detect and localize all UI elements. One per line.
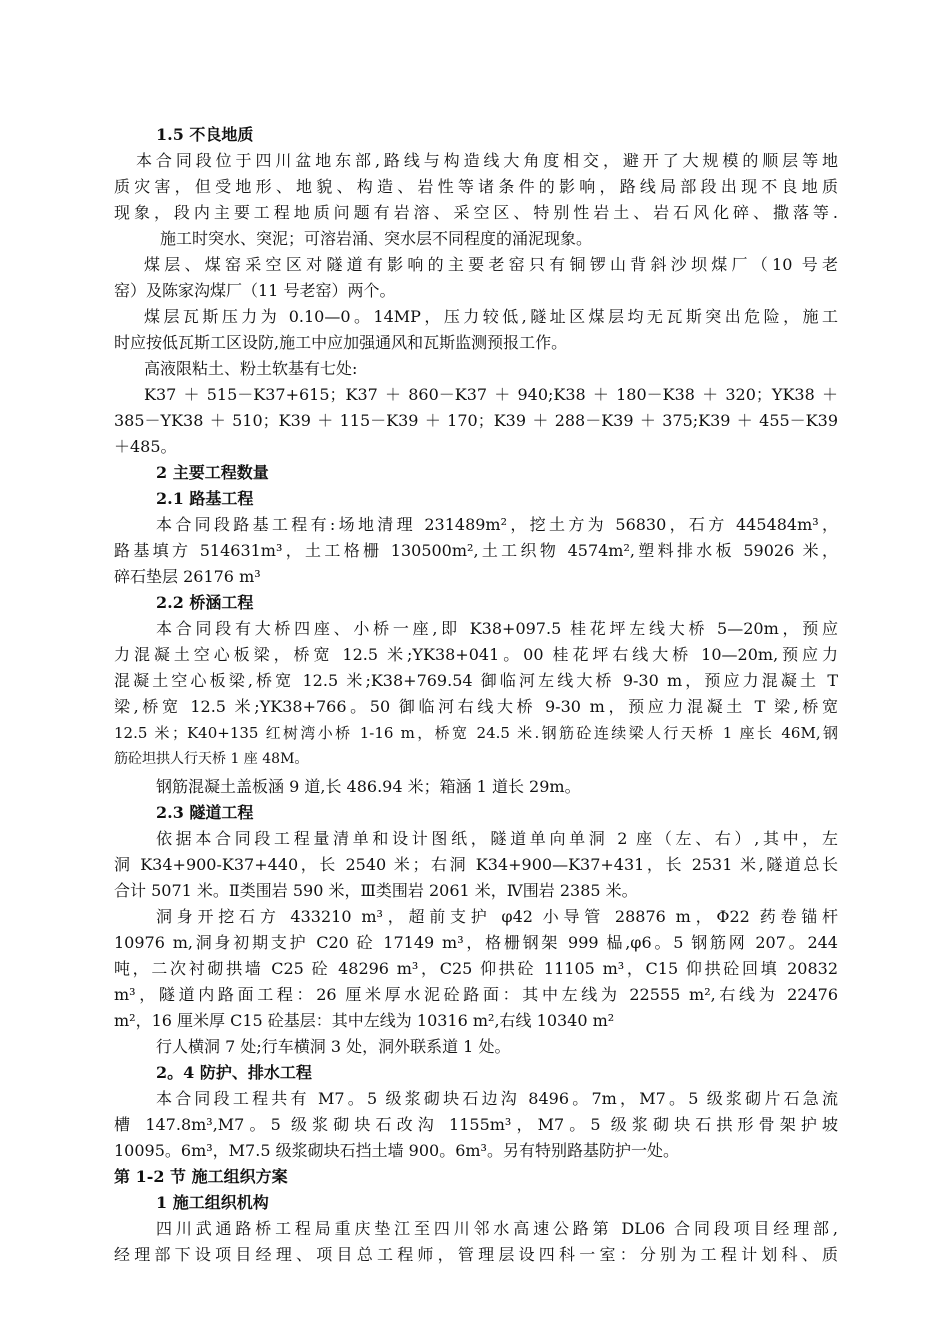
heading-2-2: 2.2 桥涵工程 — [156, 593, 254, 612]
paragraph-line: 煤层瓦斯压力为 0.10—0。14MP，压力较低,隧址区煤层均无瓦斯突出危险，施工 — [144, 307, 838, 326]
paragraph-line: K37＋515－K37+615；K37＋860－K37＋940;K38＋180－K38＋320；YK38＋ — [144, 385, 838, 404]
paragraph-line: 时应按低瓦斯工区设防,施工中应加强通风和瓦斯监测预报工作。 — [114, 333, 568, 352]
paragraph-line: m³，隧道内路面工程：26 厘米厚水泥砼路面：其中左线为 22555 m²,右线为 22476 — [114, 985, 838, 1004]
heading-1-5: 1.5 不良地质 — [156, 125, 254, 144]
paragraph-line: 质灾害，但受地形、地貌、构造、岩性等诸条件的影响，路线局部段出现不良地质 — [114, 177, 838, 196]
heading-2-4: 2。4 防护、排水工程 — [156, 1063, 312, 1082]
heading-2-3: 2.3 隧道工程 — [156, 803, 254, 822]
paragraph-line: 钢筋混凝土盖板涵 9 道,长 486.94 米；箱涵 1 道长 29m。 — [156, 777, 581, 796]
paragraph-line: 力混凝土空心板梁，桥宽 12.5 米;YK38+041。00 桂花坪右线大桥 10—20m,预应力 — [114, 645, 838, 664]
paragraph-line: 本合同段有大桥四座、小桥一座,即 K38+097.5 桂花坪左线大桥 5—20m，预应 — [156, 619, 838, 638]
paragraph-line: 高液限粘土、粉土软基有七处: — [144, 359, 358, 378]
paragraph-line: 洞 K34+900-K37+440，长 2540 米；右洞 K34+900—K37+431，长 2531 米,隧道总长 — [114, 855, 838, 874]
paragraph-line: 10976 m,洞身初期支护 C20 砼 17149 m³，格栅钢架 999 榀,φ6。5 钢筋网 207。244 — [114, 933, 838, 952]
paragraph-line: 本合同段工程共有 M7。5 级浆砌块石边沟 8496。7m，M7。5 级浆砌片石急流 — [156, 1089, 838, 1108]
paragraph-line: 依据本合同段工程量清单和设计图纸，隧道单向单洞 2 座（左、右）,其中，左 — [156, 829, 838, 848]
paragraph-line: 筋砼坦拱人行天桥 1 座 48M。 — [114, 751, 309, 767]
paragraph-line: 路基填方 514631m³，土工格栅 130500m²,土工织物 4574m²,塑料排水板 59026 米， — [114, 541, 838, 560]
paragraph-line: 吨，二次衬砌拱墙 C25 砼 48296 m³，C25 仰拱砼 11105 m³，C15 仰拱砼回填 20832 — [114, 959, 838, 978]
paragraph-line: 行人横洞 7 处;行车横洞 3 处，洞外联系道 1 处。 — [156, 1037, 511, 1056]
section-heading: 第 1-2 节 施工组织方案 — [114, 1167, 288, 1186]
paragraph-line: 合计 5071 米。Ⅱ类围岩 590 米，Ⅲ类围岩 2061 米，Ⅳ围岩 2385 米。 — [114, 881, 638, 900]
paragraph-line: 本合同段位于四川盆地东部,路线与构造线大角度相交，避开了大规模的顺层等地 — [136, 151, 838, 170]
paragraph-line: ＋485。 — [114, 437, 177, 456]
paragraph-line: 施工时突水、突泥；可溶岩涌、突水层不同程度的涌泥现象。 — [160, 229, 593, 248]
paragraph-line: 经理部下设项目经理、项目总工程师，管理层设四科一室：分别为工程计划科、质 — [114, 1245, 838, 1264]
paragraph-line: 本合同段路基工程有:场地清理 231489m²，挖土方为 56830，石方 445484m³， — [156, 515, 838, 534]
heading-1: 1 施工组织机构 — [156, 1193, 269, 1212]
paragraph-line: 窑）及陈家沟煤厂（11 号老窑）两个。 — [114, 281, 396, 300]
paragraph-line: 385－YK38＋510；K39＋115－K39＋170；K39＋288－K39＋375;K39＋455－K39 — [114, 411, 838, 430]
paragraph-line: m²，16 厘米厚 C15 砼基层：其中左线为 10316 m²,右线 10340 m² — [114, 1011, 615, 1030]
paragraph-line: 现象，段内主要工程地质问题有岩溶、采空区、特别性岩土、岩石风化碎、撒落等. — [114, 203, 838, 222]
paragraph-line: 煤层、煤窑采空区对隧道有影响的主要老窑只有铜锣山背斜沙坝煤厂（10 号老 — [144, 255, 838, 274]
paragraph-line: 碎石垫层 26176 m³ — [114, 567, 261, 586]
paragraph-line: 槽 147.8m³,M7。5 级浆砌块石改沟 1155m³，M7。5 级浆砌块石拱形骨架护坡 — [114, 1115, 838, 1134]
paragraph-line: 10095。6m³，M7.5 级浆砌块石挡土墙 900。6m³。另有特别路基防护一处。 — [114, 1141, 679, 1160]
paragraph-line: 梁,桥宽 12.5 米;YK38+766。50 御临河右线大桥 9-30 m，预应力混凝土 T 梁,桥宽 — [114, 697, 838, 716]
paragraph-line: 洞身开挖石方 433210 m³，超前支护 φ42 小导管 28876 m，Φ22 药卷锚杆 — [156, 907, 838, 926]
paragraph-line: 混凝土空心板梁,桥宽 12.5 米;K38+769.54 御临河左线大桥 9-30 m，预应力混凝土 T — [114, 671, 838, 690]
heading-2-1: 2.1 路基工程 — [156, 489, 254, 508]
heading-2: 2 主要工程数量 — [156, 463, 269, 482]
paragraph-line: 四川武通路桥工程局重庆垫江至四川邻水高速公路第 DL06 合同段项目经理部, — [156, 1219, 838, 1238]
paragraph-line: 12.5 米；K40+135 红树湾小桥 1-16 m，桥宽 24.5 米.钢筋砼连续梁人行天桥 1 座长 46M,钢 — [114, 724, 838, 742]
